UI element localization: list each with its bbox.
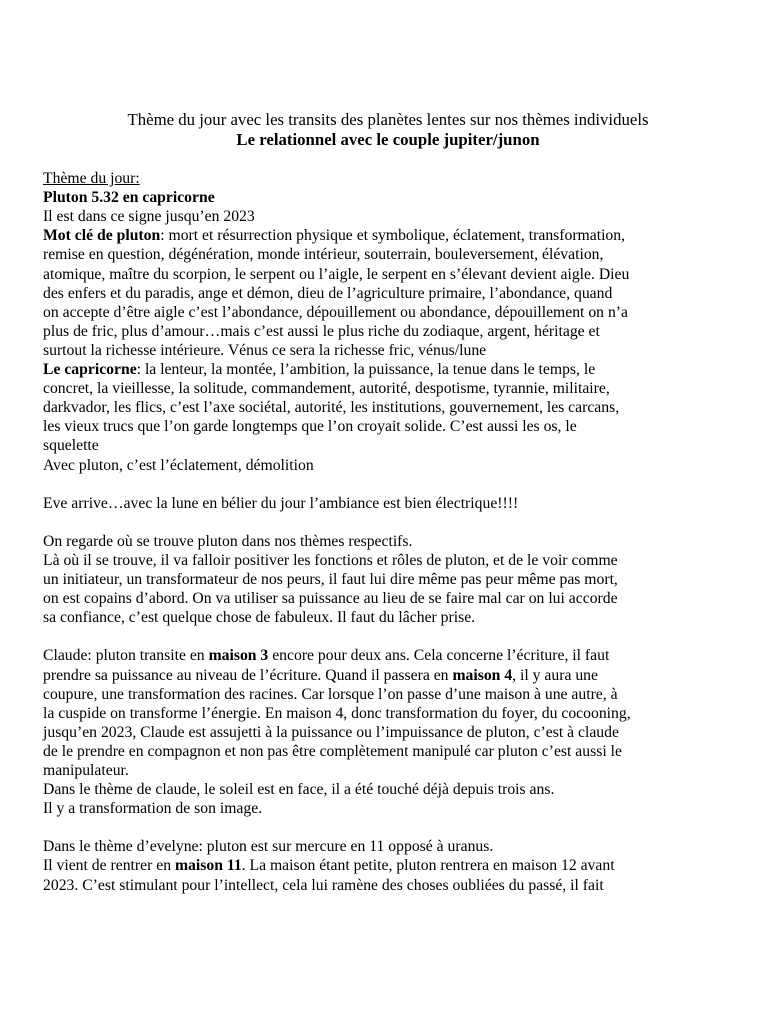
pluto-heading: Pluton 5.32 en capricorne bbox=[43, 189, 215, 207]
evelyne-text: Il vient de rentrer en bbox=[43, 857, 175, 875]
evelyne-text: . La maison étant petite, pluton rentrera en maison 12 avant bbox=[241, 857, 615, 875]
capricorne-text: : la lenteur, la montée, l’ambition, la puissance, la tenue dans le temps, le bbox=[136, 361, 596, 379]
claude-text: Claude: pluton transite en bbox=[43, 647, 209, 665]
title-line-1: Thème du jour avec les transits des planètes lentes sur nos thèmes individuels bbox=[127, 110, 649, 129]
positive-line: sa confiance, c’est quelque chose de fabuleux. Il faut du lâcher prise. bbox=[43, 609, 476, 627]
keywords-line: atomique, maître du scorpion, le serpent ou l’aigle, le serpent en s’élevant devient aigle. Dieu bbox=[43, 265, 630, 283]
capricorne-line: concret, la vieillesse, la solitude, commandement, autorité, despotisme, tyrannie, militaire, bbox=[43, 380, 610, 398]
capricorne-line bbox=[43, 360, 733, 379]
evelyne-line: Dans le thème d’evelyne: pluton est sur mercure en 11 opposé à uranus. bbox=[43, 838, 494, 856]
positive-line: un initiateur, un transformateur de nos peurs, il faut lui dire même pas peur même pas mort, bbox=[43, 571, 618, 589]
claude-line: jusqu’en 2023, Claude est assujetti à la puissance ou l’impuissance de pluton, c’est à claude bbox=[43, 723, 619, 741]
claude-line: manipulateur. bbox=[43, 762, 129, 779]
positive-line: On regarde où se trouve pluton dans nos thèmes respectifs. bbox=[43, 532, 413, 550]
evelyne-line: 2023. C’est stimulant pour l’intellect, cela lui ramène des choses oubliées du passé, il fait bbox=[43, 876, 604, 894]
claude-line bbox=[43, 666, 733, 685]
pluto-until: Il est dans ce signe jusqu’en 2023 bbox=[43, 208, 255, 226]
capricorne-line: squelette bbox=[43, 437, 99, 455]
title-line-2: Le relationnel avec le couple jupiter/junon bbox=[236, 130, 540, 149]
claude-line: Il y a transformation de son image. bbox=[43, 800, 263, 818]
keywords-line: on accepte d’être aigle c’est l’abondance, dépouillement ou abondance, dépouillement on n’a bbox=[43, 303, 628, 321]
keywords-text: : mort et résurrection physique et symbolique, éclatement, transformation, bbox=[160, 227, 626, 245]
keywords-line: surtout la richesse intérieure. Vénus ce sera la richesse fric, vénus/lune bbox=[43, 341, 487, 359]
claude-text: , il y aura une bbox=[512, 666, 598, 684]
house-4-label: maison 4 bbox=[452, 666, 513, 684]
capricorne-line: les vieux trucs que l’on garde longtemps que l’on croyait solide. C’est aussi les os, le bbox=[43, 418, 577, 436]
claude-line: coupure, une transformation des racines. Car lorsque l’on passe d’une maison à une autre, à bbox=[43, 685, 618, 703]
capricorne-line: Avec pluton, c’est l’éclatement, démolition bbox=[43, 456, 314, 474]
house-3-label: maison 3 bbox=[208, 647, 269, 665]
claude-line: de le prendre en compagnon et non pas être complètement manipulé car pluton c’est aussi le bbox=[43, 742, 622, 760]
capricorne-line: darkvador, les flics, c’est l’axe sociétal, autorité, les institutions, gouvernement, les carcans, bbox=[43, 399, 620, 417]
eve-paragraph: Eve arrive…avec la lune en bélier du jour l’ambiance est bien électrique!!!! bbox=[43, 494, 519, 512]
keywords-line: plus de fric, plus d’amour…mais c’est aussi le plus riche du zodiaque, argent, héritage et bbox=[43, 322, 600, 340]
positive-line: on est copains d’abord. On va utiliser sa puissance au lieu de se faire mal car on lui accorde bbox=[43, 590, 618, 608]
document-page bbox=[43, 110, 733, 895]
house-11-label: maison 11 bbox=[174, 857, 242, 875]
keywords-line: des enfers et du paradis, ange et démon, dieu de l’agriculture primaire, l’abondance, quand bbox=[43, 284, 613, 302]
positive-line: Là où il se trouve, il va falloir positiver les fonctions et rôles de pluton, et de le voir comme bbox=[43, 551, 618, 569]
capricorne-label: Le capricorne bbox=[43, 361, 137, 379]
evelyne-line bbox=[43, 856, 733, 875]
keywords-line bbox=[43, 226, 733, 245]
claude-line: la cuspide on transforme l’énergie. En maison 4, donc transformation du foyer, du cocooning, bbox=[43, 704, 631, 722]
keywords-label: Mot clé de pluton bbox=[43, 227, 161, 245]
claude-line bbox=[43, 646, 733, 665]
claude-line: Dans le thème de claude, le soleil est en face, il a été touché déjà depuis trois ans. bbox=[43, 781, 555, 799]
claude-text: encore pour deux ans. Cela concerne l’écriture, il faut bbox=[268, 647, 610, 665]
claude-text: prendre sa puissance au niveau de l’écriture. Quand il passera en bbox=[43, 666, 453, 684]
keywords-line: remise en question, dégénération, monde intérieur, souterrain, bouleversement, élévation, bbox=[43, 246, 604, 264]
theme-heading: Thème du jour: bbox=[43, 170, 140, 188]
